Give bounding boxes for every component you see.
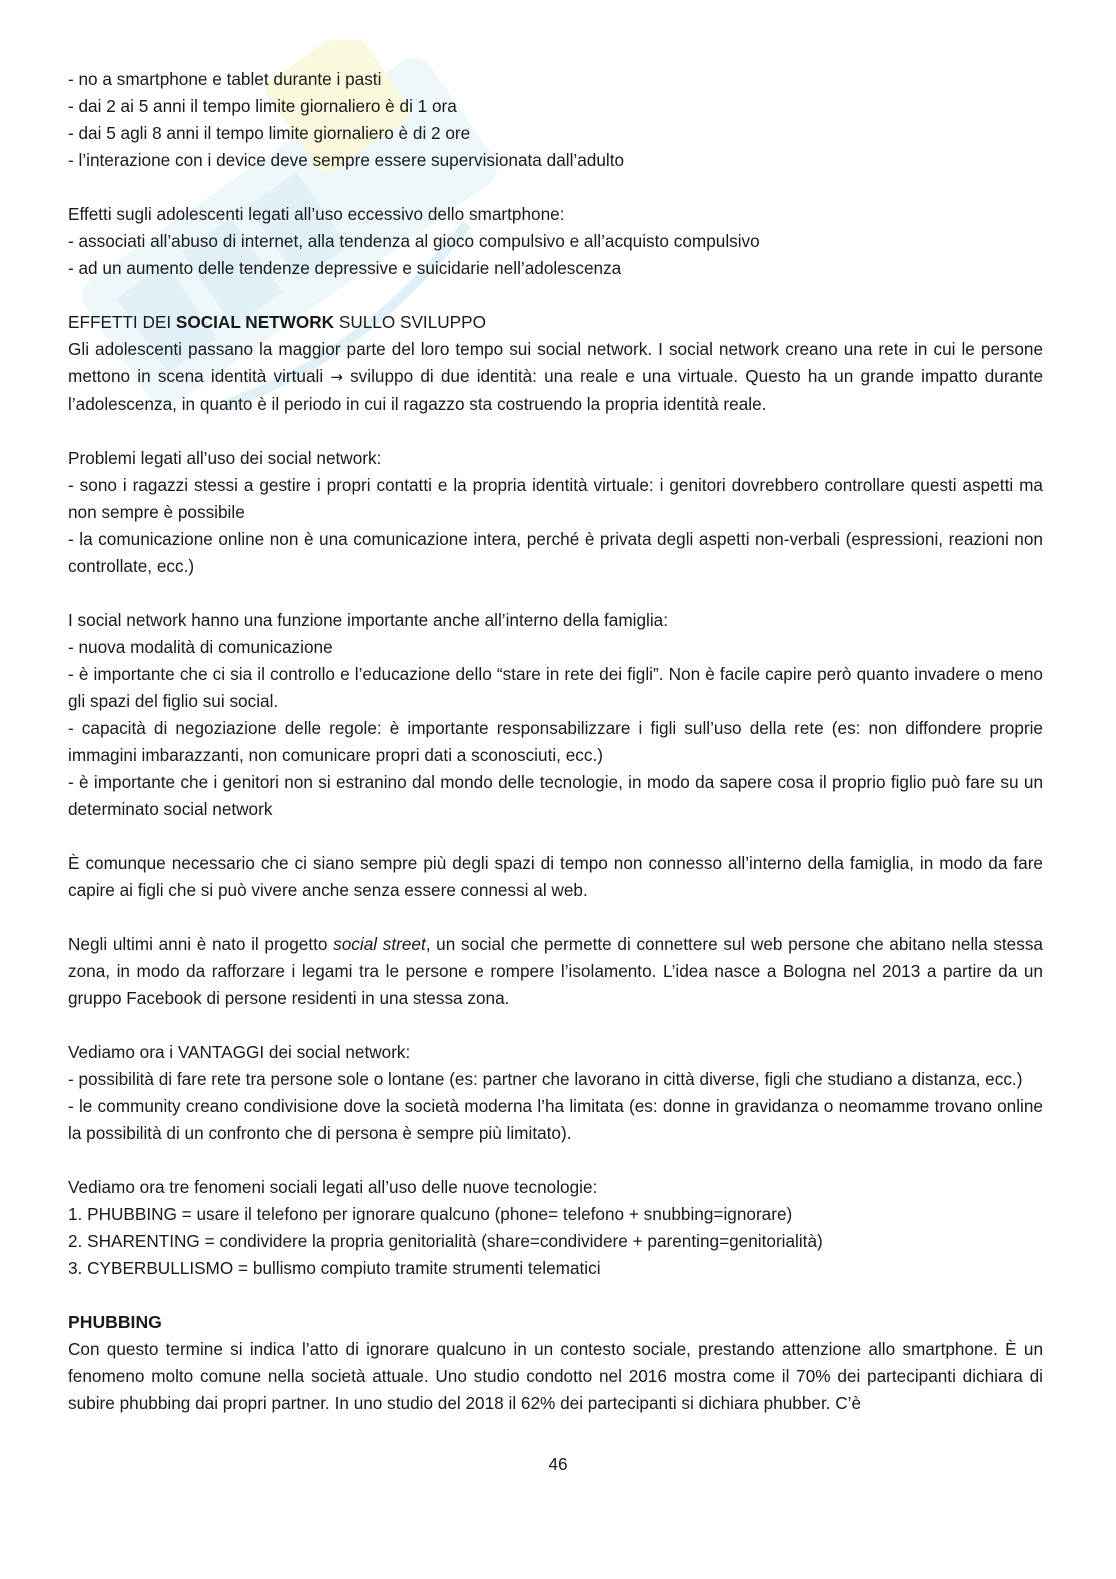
paragraph-part-b: sviluppo di due identità: una reale e una virtuale. Questo ha un grande impatto durante l’adolescenza, in quanto è il periodo in cui il ragazzo sta costruendo la propria identità reale. — [68, 366, 1044, 414]
paragraph: Con questo termine si indica l’atto di ignorare qualcuno in un contesto sociale, prestando attenzione allo smartphone. È un fenomeno molto comune nella società attuale. Uno studio condotto nel 2016 mostra come il 70% dei partecipanti dichiara di subire phubbing dai propri partner. In uno studio del 2018 il 62% dei partecipanti si dichiara phubber. C’è — [68, 1339, 1043, 1413]
right-arrow-icon: → — [330, 368, 343, 386]
vantaggi-section — [68, 1039, 1043, 1147]
document-body — [68, 66, 1043, 1417]
list-item: - ad un aumento delle tendenze depressive e suicidarie nell’adolescenza — [68, 258, 622, 278]
paragraph-social-street — [68, 931, 1043, 1012]
page-number: 46 — [548, 1454, 568, 1474]
list-item: - la comunicazione online non è una comunicazione intera, perché è privata degli aspetti non-verbali (espressioni, reazioni non controllate, ecc.) — [68, 529, 1043, 576]
list-item: - è importante che i genitori non si estranino dal mondo delle tecnologie, in modo da sapere cosa il proprio figlio può fare su un determinato social network — [68, 772, 1043, 819]
fenomeni-intro: Vediamo ora tre fenomeni sociali legati all’uso delle nuove tecnologie: — [68, 1177, 598, 1197]
paragraph-connesso: È comunque necessario che ci siano sempre più degli spazi di tempo non connesso all’interno della famiglia, in modo da fare capire ai figli che si può vivere anche senza essere connessi al web. — [68, 853, 1043, 900]
list-item: - no a smartphone e tablet durante i pasti — [68, 69, 382, 89]
problemi-intro: Problemi legati all’uso dei social network: — [68, 448, 382, 468]
list-item: - associati all’abuso di internet, alla tendenza al gioco compulsivo e all’acquisto compulsivo — [68, 231, 760, 251]
phubbing-section — [68, 1309, 1043, 1417]
list-item: - nuova modalità di comunicazione — [68, 637, 333, 657]
section-heading — [68, 309, 1043, 336]
vantaggi-intro: Vediamo ora i VANTAGGI dei social network: — [68, 1042, 411, 1062]
list-item: - l’interazione con i device deve sempre essere supervisionata dall’adulto — [68, 150, 625, 170]
famiglia-intro: I social network hanno una funzione importante anche all’interno della famiglia: — [68, 610, 669, 630]
list-item: - è importante che ci sia il controllo e l’educazione dello “stare in rete dei figli”. Non è facile capire però quanto invadere o meno gli spazi del figlio sui social. — [68, 664, 1043, 711]
list-item: - possibilità di fare rete tra persone sole o lontane (es: partner che lavorano in città diverse, figli che studiano a distanza, ecc.) — [68, 1069, 1023, 1089]
social-section — [68, 309, 1043, 418]
list-item: - sono i ragazzi stessi a gestire i propri contatti e la propria identità virtuale: i genitori dovrebbero controllare questi aspetti ma non sempre è possibile — [68, 475, 1043, 522]
list-item: 2. SHARENTING = condividere la propria genitorialità (share=condividere + parenting=genitorialità) — [68, 1231, 823, 1251]
heading-pre: EFFETTI DEI — [68, 312, 176, 332]
rules-list — [68, 66, 1043, 174]
list-item: - dai 5 agli 8 anni il tempo limite giornaliero è di 2 ore — [68, 123, 471, 143]
street-italic: social street — [333, 934, 426, 954]
paragraph-part-a: Gli adolescenti passano la maggior parte del loro tempo sui social network. I social network creano una rete in cui le persone mettono in scena identità virtuali — [68, 339, 1043, 386]
effetti-intro: Effetti sugli adolescenti legati all’uso eccessivo dello smartphone: — [68, 204, 565, 224]
list-item: - capacità di negoziazione delle regole: è importante responsabilizzare i figli sull’uso della rete (es: non diffondere proprie immagini imbarazzanti, non comunicare propri dati a sconosciuti, ecc.) — [68, 718, 1043, 765]
street-pre: Negli ultimi anni è nato il progetto — [68, 934, 334, 954]
list-item: 1. PHUBBING = usare il telefono per ignorare qualcuno (phone= telefono + snubbing=ignorare) — [68, 1204, 793, 1224]
famiglia-section — [68, 607, 1043, 823]
paragraph — [68, 336, 1043, 418]
list-item: 3. CYBERBULLISMO = bullismo compiuto tramite strumenti telematici — [68, 1258, 601, 1278]
effetti-section — [68, 201, 1043, 282]
list-item: - le community creano condivisione dove la società moderna l’ha limitata (es: donne in gravidanza o neomamme trovano online la possibilità di un confronto che di persona è sempre più limitato). — [68, 1096, 1043, 1143]
section-heading: PHUBBING — [68, 1312, 162, 1332]
street-post: , un social che permette di connettere sul web persone che abitano nella stessa zona, in modo da rafforzare i legami tra le persone e rompere l’isolamento. L’idea nasce a Bologna nel 2013 a partire da un gruppo Facebook di persone residenti in una stessa zona. — [68, 934, 1043, 1008]
heading-post: SULLO SVILUPPO — [334, 312, 486, 332]
list-item: - dai 2 ai 5 anni il tempo limite giornaliero è di 1 ora — [68, 96, 457, 116]
heading-bold: SOCIAL NETWORK — [175, 312, 335, 332]
problemi-section — [68, 445, 1043, 580]
fenomeni-section — [68, 1174, 1043, 1282]
